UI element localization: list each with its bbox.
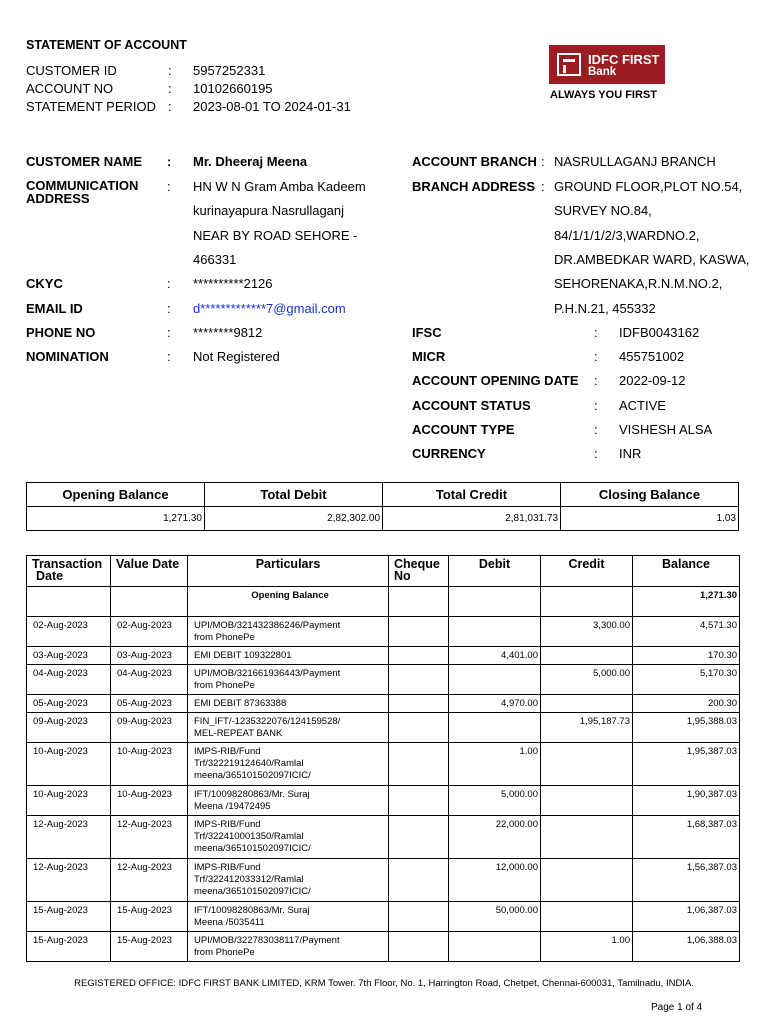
particulars-line: MEL-REPEAT BANK xyxy=(194,728,283,739)
credit-cell xyxy=(541,743,633,786)
particulars-cell xyxy=(188,695,389,713)
colon: : xyxy=(541,179,545,194)
comm-label-line1: COMMUNICATION xyxy=(26,178,139,193)
account-type-value: VISHESH ALSA xyxy=(619,422,713,437)
txn-date-cell: 12-Aug-2023 xyxy=(27,816,111,859)
credit-cell xyxy=(541,786,633,816)
address-line: NEAR BY ROAD SEHORE - xyxy=(193,228,358,243)
credit-cell xyxy=(541,902,633,932)
txn-date-cell: 09-Aug-2023 xyxy=(27,713,111,743)
table-cell xyxy=(541,587,633,617)
branch-address-line: GROUND FLOOR,PLOT NO.54, xyxy=(554,179,743,194)
credit-cell xyxy=(541,695,633,713)
debit-cell: 1.00 xyxy=(449,743,541,786)
table-row xyxy=(27,859,740,902)
closing-balance-value: 1.03 xyxy=(561,507,739,531)
cheque-cell xyxy=(389,902,449,932)
debit-cell: 4,401.00 xyxy=(449,647,541,665)
cheque-cell xyxy=(389,617,449,647)
particulars-cell xyxy=(188,859,389,902)
particulars-cell xyxy=(188,786,389,816)
table-row xyxy=(27,932,740,962)
particulars-cell xyxy=(188,932,389,962)
debit-cell: 5,000.00 xyxy=(449,786,541,816)
account-status-label: ACCOUNT STATUS xyxy=(412,398,531,413)
debit-cell: 12,000.00 xyxy=(449,859,541,902)
nomination-label: NOMINATION xyxy=(26,349,109,364)
colon: : xyxy=(168,81,172,96)
colon: : xyxy=(168,63,172,78)
txn-date-header-line1: Transaction xyxy=(32,557,103,571)
particulars-line: FIN_IFT/-1235322076/124159528/ xyxy=(194,716,341,727)
transactions-table xyxy=(26,555,740,962)
txn-date-cell: 12-Aug-2023 xyxy=(27,859,111,902)
colon: : xyxy=(167,325,171,340)
colon: : xyxy=(541,154,545,169)
value-date-cell: 15-Aug-2023 xyxy=(111,902,188,932)
balance-cell: 1,68,387.03 xyxy=(633,816,740,859)
colon: : xyxy=(594,422,598,437)
txn-date-cell: 04-Aug-2023 xyxy=(27,665,111,695)
account-branch-label: ACCOUNT BRANCH xyxy=(412,154,537,169)
address-line: 466331 xyxy=(193,252,237,267)
comm-label-line2: ADDRESS xyxy=(26,191,90,206)
value-date-cell: 02-Aug-2023 xyxy=(111,617,188,647)
balance-cell: 170.30 xyxy=(633,647,740,665)
value-date-cell: 05-Aug-2023 xyxy=(111,695,188,713)
credit-cell: 5,000.00 xyxy=(541,665,633,695)
particulars-line: UPI/MOB/321432386246/Payment xyxy=(194,620,341,631)
particulars-line: meena/365101502097ICIC/ xyxy=(194,843,311,854)
communication-address-label xyxy=(26,179,138,205)
value-date-cell: 15-Aug-2023 xyxy=(111,932,188,962)
table-cell xyxy=(27,587,111,617)
particulars-line: from PhonePe xyxy=(194,680,255,691)
customer-id-value: 5957252331 xyxy=(193,63,266,78)
table-cell xyxy=(111,587,188,617)
particulars-line: Meena /5035411 xyxy=(194,917,265,928)
cheque-cell xyxy=(389,743,449,786)
statement-period-label: STATEMENT PERIOD xyxy=(26,99,157,114)
total-debit-value: 2,82,302.00 xyxy=(205,507,383,531)
credit-cell: 3,300.00 xyxy=(541,617,633,647)
txn-date-cell: 15-Aug-2023 xyxy=(27,902,111,932)
branch-address-line: P.H.N.21, 455332 xyxy=(554,301,656,316)
txn-date-header xyxy=(27,556,111,587)
credit-cell: 1.00 xyxy=(541,932,633,962)
colon: : xyxy=(594,398,598,413)
summary-header-cell: Opening Balance xyxy=(27,483,205,507)
colon: : xyxy=(167,276,171,291)
account-type-label: ACCOUNT TYPE xyxy=(412,422,515,437)
particulars-line: EMI DEBIT 109322801 xyxy=(194,650,292,661)
account-no-label: ACCOUNT NO xyxy=(26,81,114,96)
branch-address-line: SURVEY NO.84, xyxy=(554,203,652,218)
particulars-line: Trf/322219124640/Ramlal xyxy=(194,758,304,769)
cheque-cell xyxy=(389,786,449,816)
balance-cell: 1,90,387.03 xyxy=(633,786,740,816)
cheque-cell xyxy=(389,932,449,962)
nomination-value: Not Registered xyxy=(193,349,280,364)
particulars-line: IFT/10098280863/Mr. Suraj xyxy=(194,789,310,800)
opening-balance-amount: 1,271.30 xyxy=(633,587,740,617)
table-row xyxy=(27,786,740,816)
colon: : xyxy=(594,325,598,340)
particulars-line: Trf/322410001350/Ramlal xyxy=(194,831,304,842)
transactions-body xyxy=(27,587,740,962)
customer-name-label: CUSTOMER NAME xyxy=(26,154,143,169)
debit-header: Debit xyxy=(449,556,541,587)
value-date-cell: 12-Aug-2023 xyxy=(111,859,188,902)
address-line: kurinayapura Nasrullaganj xyxy=(193,203,345,218)
summary-value-row xyxy=(27,507,739,531)
debit-cell xyxy=(449,713,541,743)
table-row xyxy=(27,665,740,695)
summary-table xyxy=(26,482,739,531)
particulars-line: meena/365101502097ICIC/ xyxy=(194,770,311,781)
particulars-line: Meena /19472495 xyxy=(194,801,271,812)
transactions-header-row xyxy=(27,556,740,587)
colon: : xyxy=(594,446,598,461)
particulars-line: EMI DEBIT 87363388 xyxy=(194,698,287,709)
value-date-cell: 04-Aug-2023 xyxy=(111,665,188,695)
balance-cell: 4,571.30 xyxy=(633,617,740,647)
cheque-header-line2: No xyxy=(394,569,411,583)
value-date-cell: 10-Aug-2023 xyxy=(111,743,188,786)
particulars-line: IMPS-RIB/Fund xyxy=(194,819,261,830)
credit-cell: 1,95,187.73 xyxy=(541,713,633,743)
colon: : xyxy=(167,179,171,194)
particulars-line: Trf/322412033312/Ramlal xyxy=(194,874,304,885)
ckyc-value: **********2126 xyxy=(193,276,273,291)
cheque-header xyxy=(389,556,449,587)
page-number: Page 1 of 4 xyxy=(651,1002,703,1013)
table-row xyxy=(27,695,740,713)
particulars-cell xyxy=(188,665,389,695)
particulars-line: UPI/MOB/321661936443/Payment xyxy=(194,668,341,679)
particulars-line: IFT/10098280863/Mr. Suraj xyxy=(194,905,310,916)
logo-mark-icon xyxy=(557,53,581,76)
colon: : xyxy=(167,301,171,316)
value-date-cell: 03-Aug-2023 xyxy=(111,647,188,665)
summary-header-cell: Total Credit xyxy=(383,483,561,507)
debit-cell xyxy=(449,617,541,647)
opening-balance-row xyxy=(27,587,740,617)
phone-label: PHONE NO xyxy=(26,325,96,340)
cheque-cell xyxy=(389,647,449,665)
currency-label: CURRENCY xyxy=(412,446,486,461)
txn-date-cell: 05-Aug-2023 xyxy=(27,695,111,713)
customer-id-label: CUSTOMER ID xyxy=(26,63,117,78)
balance-cell: 1,95,388.03 xyxy=(633,713,740,743)
balance-cell: 200.30 xyxy=(633,695,740,713)
cheque-header-line1: Cheque xyxy=(394,557,440,571)
table-row xyxy=(27,617,740,647)
opening-balance-label: Opening Balance xyxy=(188,587,389,617)
statement-title: STATEMENT OF ACCOUNT xyxy=(26,38,187,52)
colon: : xyxy=(167,349,171,364)
credit-header: Credit xyxy=(541,556,633,587)
email-link[interactable]: d*************7@gmail.com xyxy=(193,301,346,316)
txn-date-cell: 02-Aug-2023 xyxy=(27,617,111,647)
summary-header-cell: Total Debit xyxy=(205,483,383,507)
balance-cell: 1,06,388.03 xyxy=(633,932,740,962)
txn-date-cell: 10-Aug-2023 xyxy=(27,786,111,816)
particulars-cell xyxy=(188,743,389,786)
colon: : xyxy=(168,99,172,114)
customer-name-value: Mr. Dheeraj Meena xyxy=(193,154,308,169)
summary-header-row xyxy=(27,483,739,507)
balance-cell: 1,56,387.03 xyxy=(633,859,740,902)
address-line: HN W N Gram Amba Kadeem xyxy=(193,179,366,194)
ckyc-label: CKYC xyxy=(26,276,63,291)
cheque-cell xyxy=(389,713,449,743)
cheque-cell xyxy=(389,665,449,695)
micr-label: MICR xyxy=(412,349,446,364)
currency-value: INR xyxy=(619,446,642,461)
logo-line1: IDFC FIRST xyxy=(588,52,660,67)
particulars-cell xyxy=(188,647,389,665)
cheque-cell xyxy=(389,859,449,902)
branch-address-line: SEHORENAKA,R.N.M.NO.2, xyxy=(554,276,723,291)
balance-cell: 1,95,387.03 xyxy=(633,743,740,786)
table-cell xyxy=(389,587,449,617)
cheque-cell xyxy=(389,816,449,859)
total-credit-value: 2,81,031.73 xyxy=(383,507,561,531)
phone-value: ********9812 xyxy=(193,325,263,340)
table-row xyxy=(27,743,740,786)
branch-address-line: 84/1/1/1/2/3,WARDNO.2, xyxy=(554,228,700,243)
cheque-cell xyxy=(389,695,449,713)
credit-cell xyxy=(541,859,633,902)
opening-balance-value: 1,271.30 xyxy=(27,507,205,531)
particulars-line: meena/365101502097ICIC/ xyxy=(194,886,311,897)
account-status-value: ACTIVE xyxy=(619,398,666,413)
ifsc-label: IFSC xyxy=(412,325,442,340)
particulars-header: Particulars xyxy=(188,556,389,587)
particulars-cell xyxy=(188,713,389,743)
credit-cell xyxy=(541,647,633,665)
account-branch-value: NASRULLAGANJ BRANCH xyxy=(554,154,716,169)
balance-cell: 5,170.30 xyxy=(633,665,740,695)
debit-cell xyxy=(449,665,541,695)
bank-logo xyxy=(549,45,665,84)
txn-date-cell: 15-Aug-2023 xyxy=(27,932,111,962)
opening-date-value: 2022-09-12 xyxy=(619,373,686,388)
txn-date-cell: 03-Aug-2023 xyxy=(27,647,111,665)
email-label: EMAIL ID xyxy=(26,301,83,316)
branch-address-label: BRANCH ADDRESS xyxy=(412,179,536,194)
value-date-cell: 10-Aug-2023 xyxy=(111,786,188,816)
debit-cell: 22,000.00 xyxy=(449,816,541,859)
opening-date-label: ACCOUNT OPENING DATE xyxy=(412,373,579,388)
debit-cell: 4,970.00 xyxy=(449,695,541,713)
table-row xyxy=(27,713,740,743)
credit-cell xyxy=(541,816,633,859)
table-cell xyxy=(449,587,541,617)
account-no-value: 10102660195 xyxy=(193,81,273,96)
value-date-cell: 09-Aug-2023 xyxy=(111,713,188,743)
summary-header-cell: Closing Balance xyxy=(561,483,739,507)
balance-header: Balance xyxy=(633,556,740,587)
table-row xyxy=(27,816,740,859)
particulars-line: IMPS-RIB/Fund xyxy=(194,862,261,873)
txn-date-header-line2: Date xyxy=(36,569,64,583)
table-row xyxy=(27,647,740,665)
particulars-cell xyxy=(188,816,389,859)
ifsc-value: IDFB0043162 xyxy=(619,325,700,340)
value-date-cell: 12-Aug-2023 xyxy=(111,816,188,859)
debit-cell: 50,000.00 xyxy=(449,902,541,932)
branch-address-line: DR.AMBEDKAR WARD, KASWA, xyxy=(554,252,750,267)
particulars-line: UPI/MOB/322783038117/Payment xyxy=(194,935,340,946)
colon: : xyxy=(594,349,598,364)
logo-line2: Bank xyxy=(588,66,617,78)
table-row xyxy=(27,902,740,932)
particulars-cell xyxy=(188,617,389,647)
bank-tagline: ALWAYS YOU FIRST xyxy=(550,89,657,101)
txn-date-cell: 10-Aug-2023 xyxy=(27,743,111,786)
colon: : xyxy=(594,373,598,388)
statement-period-value: 2023-08-01 TO 2024-01-31 xyxy=(193,99,351,114)
particulars-line: from PhonePe xyxy=(194,947,255,958)
debit-cell xyxy=(449,932,541,962)
micr-value: 455751002 xyxy=(619,349,685,364)
particulars-cell xyxy=(188,902,389,932)
registered-office-footer: REGISTERED OFFICE: IDFC FIRST BANK LIMITED, KRM Tower. 7th Floor, No. 1, Harrington Road, Chetpet, Chennai-600031, Tamilnadu, INDIA. xyxy=(74,978,694,989)
particulars-line: IMPS-RIB/Fund xyxy=(194,746,261,757)
balance-cell: 1,06,387.03 xyxy=(633,902,740,932)
particulars-line: from PhonePe xyxy=(194,632,255,643)
value-date-header: Value Date xyxy=(111,556,188,587)
colon: : xyxy=(167,154,172,169)
